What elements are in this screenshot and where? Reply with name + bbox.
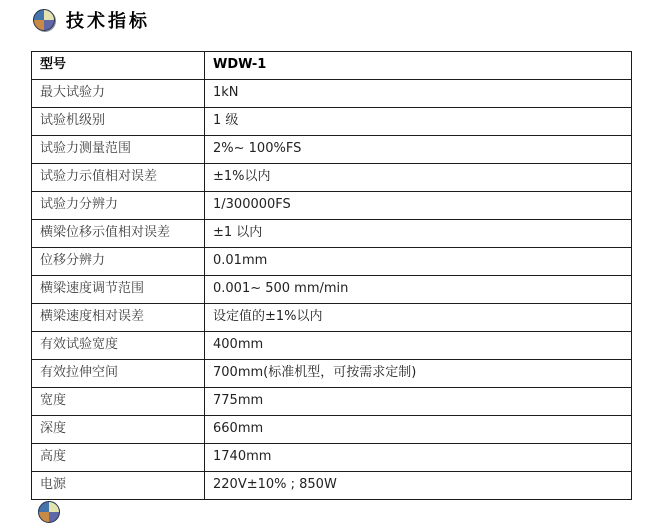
spec-value: 2%~ 100%FS [205,136,632,164]
spec-label: 深度 [32,416,205,444]
spec-value: 1kN [205,80,632,108]
spec-label: 有效拉伸空间 [32,360,205,388]
table-row [32,332,632,360]
table-row [32,164,632,192]
spec-value: 1 级 [205,108,632,136]
spec-value: 1740mm [205,444,632,472]
spec-value: 设定值的±1%以内 [205,304,632,332]
spec-label: 横梁速度调节范围 [32,276,205,304]
spec-value: 775mm [205,388,632,416]
table-row [32,52,632,80]
spec-label: 电源 [32,472,205,500]
spec-label: 试验力测量范围 [32,136,205,164]
spec-label: 宽度 [32,388,205,416]
section-header [33,7,150,33]
section-title: 技术指标 [66,11,150,32]
table-row [32,192,632,220]
spec-value: 1/300000FS [205,192,632,220]
spec-label: 试验机级别 [32,108,205,136]
spec-label: 高度 [32,444,205,472]
table-row [32,416,632,444]
table-row [32,220,632,248]
table-row [32,388,632,416]
spec-value: 220V±10% ; 850W [205,472,632,500]
spec-table [31,51,632,500]
table-row [32,80,632,108]
spec-value: ±1 以内 [205,220,632,248]
table-row [32,360,632,388]
spec-label: 最大试验力 [32,80,205,108]
spec-value: 660mm [205,416,632,444]
spec-label: 有效试验宽度 [32,332,205,360]
spec-label: 型号 [32,52,205,80]
spec-value: ±1%以内 [205,164,632,192]
spec-label: 横梁速度相对误差 [32,304,205,332]
table-row [32,472,632,500]
spec-label: 试验力示值相对误差 [32,164,205,192]
spec-value: 0.01mm [205,248,632,276]
table-row [32,444,632,472]
spec-value: 0.001~ 500 mm/min [205,276,632,304]
spec-value: 400mm [205,332,632,360]
table-row [32,248,632,276]
spec-label: 横梁位移示值相对误差 [32,220,205,248]
table-row [32,304,632,332]
next-section-bullet-pie-icon [38,501,60,523]
spec-label: 位移分辨力 [32,248,205,276]
spec-label: 试验力分辨力 [32,192,205,220]
table-row [32,108,632,136]
section-bullet-pie-icon [33,9,55,31]
table-row [32,136,632,164]
table-row [32,276,632,304]
spec-value: WDW-1 [205,52,632,80]
spec-value: 700mm(标准机型，可按需求定制) [205,360,632,388]
